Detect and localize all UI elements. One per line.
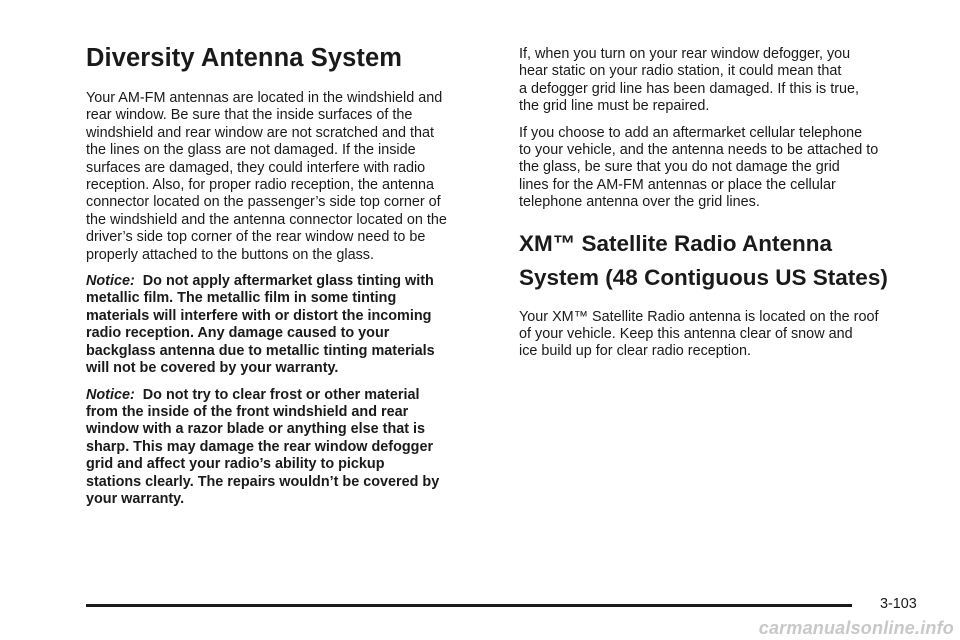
text-line: telephone antenna over the grid lines.	[519, 194, 760, 211]
notice-frost	[86, 387, 490, 509]
text-line: connector located on the passenger’s side top corner of	[86, 194, 441, 211]
xm-paragraph	[519, 309, 931, 361]
heading-line: System (48 Contiguous US States)	[519, 264, 888, 290]
text-line: materials will interfere with or distort the incoming	[86, 307, 432, 324]
text-line: Your AM-FM antennas are located in the windshield and	[86, 90, 443, 106]
text-line: of your vehicle. Keep this antenna clear of snow and	[519, 326, 853, 343]
text-line: will not be covered by your warranty.	[86, 360, 339, 377]
notice-first-line	[86, 387, 490, 404]
text-line: reception. Also, for proper radio reception, the antenna	[86, 177, 434, 194]
text-line: driver’s side top corner of the rear window need to be	[86, 229, 426, 246]
text-line: radio reception. Any damage caused to your	[86, 325, 390, 342]
section-heading-diversity-antenna: Diversity Antenna System	[86, 44, 403, 72]
notice-label: Notice:	[86, 386, 135, 403]
text-line: If you choose to add an aftermarket cellular telephone	[519, 124, 863, 141]
footer-rule	[86, 604, 852, 607]
intro-paragraph	[86, 90, 490, 264]
notice-first-line	[86, 273, 490, 290]
watermark: carmanualsonline.info	[758, 618, 954, 638]
text-line: the windshield and the antenna connector located on the	[86, 211, 447, 228]
text-line: rear window. Be sure that the inside surfaces of the	[86, 107, 413, 124]
left-column	[86, 40, 490, 517]
text-line: grid and affect your radio’s ability to pickup	[86, 456, 385, 473]
text-line: to your vehicle, and the antenna needs to be attached to	[519, 142, 879, 159]
section-heading-xm-antenna	[519, 227, 931, 295]
text-line: hear static on your radio station, it could mean that	[519, 63, 842, 80]
text-line: If, when you turn on your rear window defogger, you	[519, 46, 851, 62]
text-line: ice build up for clear radio reception.	[519, 343, 751, 360]
text-line: the grid line must be repaired.	[519, 98, 710, 115]
text-line: Do not apply aftermarket glass tinting with	[142, 273, 434, 290]
text-line: your warranty.	[86, 490, 185, 507]
cellular-paragraph	[519, 125, 931, 212]
text-line: windshield and rear window are not scratched and that	[86, 124, 434, 141]
text-line: the lines on the glass are not damaged. If the inside	[86, 142, 416, 159]
notice-tinting	[86, 273, 490, 377]
text-line: from the inside of the front windshield and rear	[86, 403, 409, 420]
heading-line: XM™ Satellite Radio Antenna	[519, 230, 832, 256]
text-line: Do not try to clear frost or other material	[142, 386, 420, 403]
text-line: surfaces are damaged, they could interfere with radio	[86, 159, 426, 176]
text-line: sharp. This may damage the rear window defogger	[86, 438, 434, 455]
text-line: the glass, be sure that you do not damage the grid	[519, 159, 840, 176]
text-line: Your XM™ Satellite Radio antenna is located on the roof	[519, 308, 879, 325]
text-line: lines for the AM-FM antennas or place the cellular	[519, 176, 836, 193]
text-line: stations clearly. The repairs wouldn’t be covered by	[86, 473, 440, 490]
page-number: 3-103	[880, 596, 917, 612]
text-line: properly attached to the buttons on the glass.	[86, 246, 375, 263]
text-line: metallic film. The metallic film in some tinting	[86, 290, 397, 307]
text-line: window with a razor blade or anything else that is	[86, 421, 426, 438]
right-column	[519, 46, 931, 370]
text-line: backglass antenna due to metallic tinting materials	[86, 342, 435, 359]
defogger-paragraph	[519, 46, 931, 116]
text-line: a defogger grid line has been damaged. If this is true,	[519, 80, 859, 97]
notice-label: Notice:	[86, 273, 135, 290]
